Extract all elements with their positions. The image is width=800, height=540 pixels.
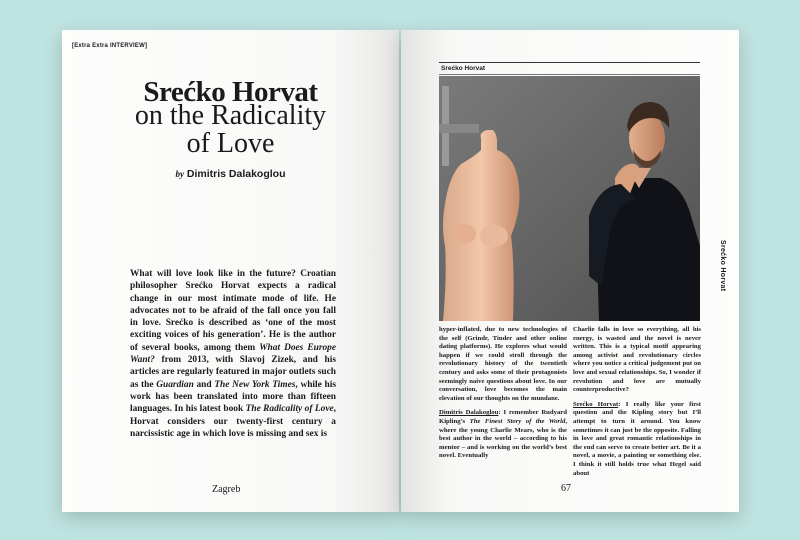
paragraph-run: Charlie falls in love so everything, all his energy, is wasted and the novel is never written. This is a typical motif appearing among activist and revolutionary circles where you notice a critical judgement put on love and sexual relationships. So, I wonder if revolution and love are mutually counterproductive? — [573, 326, 701, 394]
text-column-2 — [573, 326, 701, 484]
paragraph-run: Dimitris Dalakoglou — [439, 409, 499, 417]
folio-left: Zagreb — [212, 484, 241, 495]
side-label: Srećko Horvat — [719, 240, 726, 292]
paragraph — [439, 326, 567, 403]
lede-run: , Horvat considers our twenty-first century a narcissistic age in which love is missing and sex is — [130, 404, 336, 439]
lede-run: from 2013, with Slavoj Zizek, and his articles are regularly featured in major outlets such as the — [130, 355, 336, 390]
lede-run: What Does Europe Want? — [130, 342, 336, 366]
left-page — [62, 30, 399, 512]
byline — [62, 168, 399, 180]
lede-run: What will love look like in the future? Croatian philosopher Srećko Horvat expects a radical change in our most intimate mode of life. He advocates not to be afraid of the fall once you fall in love. Srećko is described as ‘one of the most exciting voices of his generation’. He is the author of several books, among them — [130, 269, 336, 353]
section-tag: [Extra Extra INTERVIEW] — [72, 43, 148, 49]
paragraph-run: The Finest Story of the World — [469, 417, 566, 425]
head-rule — [439, 74, 700, 75]
text-column-1 — [439, 326, 567, 467]
title-name: Srećko Horvat — [143, 76, 318, 108]
lede-run: The New York Times — [214, 379, 296, 390]
paragraph-run: : I really like your first question and the Kipling story but I’ll attempt to turn it around. You know sometimes it can just be the opposite. Falling in love and great romantic relationships in the end can serve to create better art. Be it a novel, a movie, a painting or something else. I think it still holds true what Hegel said about — [573, 400, 701, 477]
folio-right: 67 — [561, 483, 571, 494]
lede-run: and — [193, 379, 215, 390]
portrait-illustration — [439, 76, 700, 321]
portrait-photo — [439, 76, 700, 321]
paragraph-run: hyper-inflated, due to new technologies of the self (Grindr, Tinder and other online dating platforms). He explores what would happen if we could stroll through the revolutionary history of the twentieth century and asks some of their protagonists seemingly naive questions about love. In our conversation, love becomes the main elevation of our thoughts on the mundane. — [439, 326, 567, 402]
lede-run: The Radicality of Love — [245, 404, 334, 415]
lede-run: Guardian — [156, 379, 194, 390]
byline-prefix: by — [175, 169, 184, 179]
paragraph — [573, 401, 701, 478]
paragraph-run: : I remember Rudyard Kipling’s — [439, 409, 567, 425]
byline-author: Dimitris Dalakoglou — [186, 168, 286, 180]
paragraph — [573, 326, 701, 395]
lede-run: , while his work has been translated into more than fifteen languages. In his latest book — [130, 379, 336, 415]
lede-paragraph — [130, 268, 336, 440]
paragraph-run: Srećko Horvat — [573, 400, 619, 408]
paragraph — [439, 409, 567, 461]
paragraph-run: , where the young Charlie Mears, who is the best author in the world – according to his mentor – and is working on the world’s best novel. Eventually — [439, 417, 568, 460]
title-line3: of Love — [186, 128, 275, 159]
right-page — [401, 30, 739, 512]
title-line2: on the Radicality — [134, 100, 327, 131]
running-head: Srećko Horvat — [441, 65, 486, 72]
top-rule — [439, 62, 700, 63]
